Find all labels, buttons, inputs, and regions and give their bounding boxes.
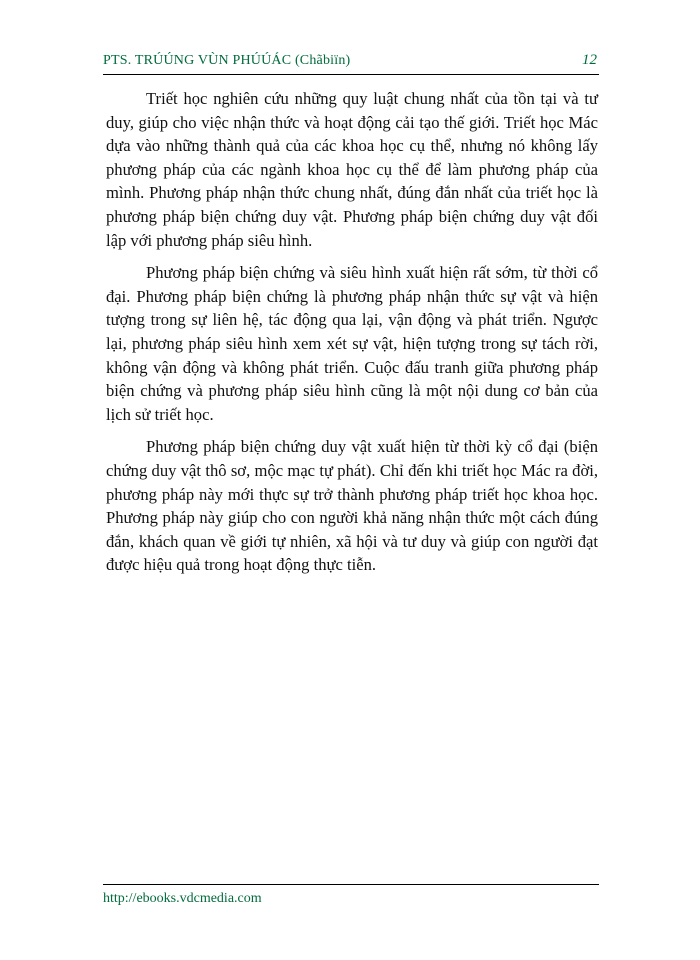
- page-header: [103, 50, 599, 75]
- paragraph-2: Phương pháp biện chứng và siêu hình xuất hiện rất sớm, từ thời cổ đại. Phương pháp biện chứng là phương pháp nhận thức sự vật và hiện tượng trong sự liên hệ, tác động qua lại, vận động và phát triển. Ngược lại, phương pháp siêu hình xem xét sự vật, hiện tượng trong sự tách rời, không vận động và không phát triển. Cuộc đấu tranh giữa phương pháp biện chứng và phương pháp siêu hình cũng là một nội dung cơ bản của lịch sử triết học.: [106, 263, 598, 424]
- footer-url-link[interactable]: http://ebooks.vdcmedia.com: [103, 891, 262, 906]
- running-title: PTS. TRÚÚNG VÙN PHÚÚÁC (Chãbiïn): [103, 53, 351, 68]
- footer-divider: [103, 884, 599, 885]
- paragraph-3: Phương pháp biện chứng duy vật xuất hiện từ thời kỳ cổ đại (biện chứng duy vật thô sơ, mộc mạc tự phát). Chỉ đến khi triết học Mác ra đời, phương pháp này mới thực sự trở thành phương pháp triết học khoa học. Phương pháp này giúp cho con người khả năng nhận thức một cách đúng đắn, khách quan về giới tự nhiên, xã hội và tư duy và giúp con người đạt được hiệu quả trong hoạt động thực tiễn.: [106, 437, 598, 575]
- body-text: [106, 87, 598, 586]
- paragraph-1: Triết học nghiên cứu những quy luật chung nhất của tồn tại và tư duy, giúp cho việc nhận thức và hoạt động cải tạo thế giới. Triết học Mác dựa vào những thành quả của các khoa học cụ thể, nhưng nó không lấy phương pháp của các ngành khoa học cụ thể để làm phương pháp của mình. Phương pháp nhận thức chung nhất, đúng đắn nhất của triết học là phương pháp biện chứng duy vật. Phương pháp biện chứng duy vật đối lập với phương pháp siêu hình.: [106, 89, 598, 250]
- page-number: 12: [582, 52, 597, 68]
